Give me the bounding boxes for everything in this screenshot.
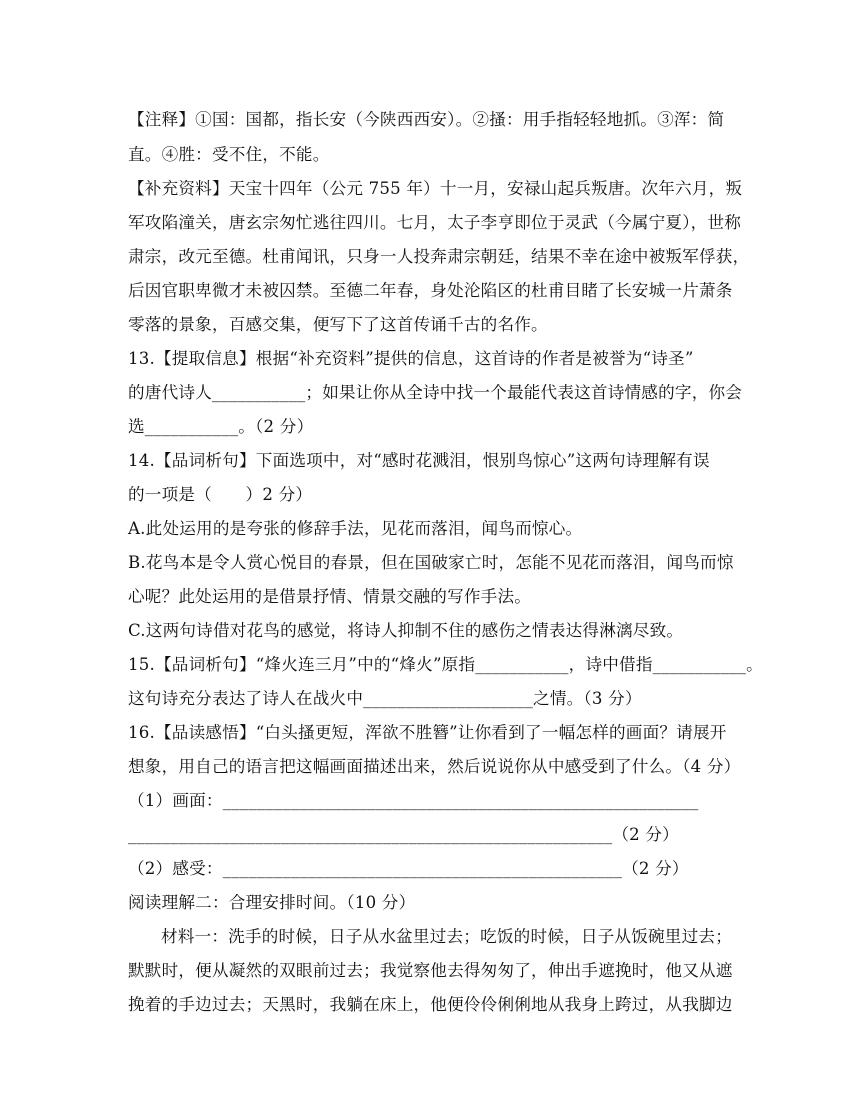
question-13-line-3: 选___________。（2 分）: [128, 417, 314, 436]
supplement-line-1: 【补充资料】天宝十四年（公元 755 年）十一月，安禄山起兵叛唐。次年六月，叛: [128, 179, 743, 198]
option-b-line-1: B.花鸟本是令人赏心悦目的春景，但在国破家亡时，怎能不见花而落泪，闻鸟而惊: [128, 553, 734, 572]
question-16-line-2: 想象，用自己的语言把这幅画面描述出来，然后说说你从中感受到了什么。（4 分）: [128, 757, 741, 776]
question-15-line-1: 15.【品词析句】“烽火连三月”中的“烽火”原指___________，诗中借指___________。: [128, 655, 763, 674]
option-a: A.此处运用的是夸张的修辞手法，见花而落泪，闻鸟而惊心。: [128, 519, 583, 538]
supplement-line-4: 后因官职卑微才未被囚禁。至德二年春，身处沦陷区的杜甫目睹了长安城一片萧条: [128, 281, 733, 300]
material-one-line-2: 默默时，便从凝然的双眼前过去；我觉察他去得匆匆了，伸出手遮挽时，他又从遮: [128, 961, 733, 980]
material-one-line-3: 挽着的手边过去；天黑时，我躺在床上，他便伶伶俐俐地从我身上跨过，从我脚边: [128, 995, 733, 1014]
answer-picture-line: （1）画面：________________________________________________________: [128, 791, 699, 810]
option-c: C.这两句诗借对花鸟的感觉，将诗人抑制不住的感伤之情表达得淋漓尽致。: [128, 621, 684, 640]
reading-two-heading: 阅读理解二：合理安排时间。（10 分）: [128, 893, 416, 912]
supplement-line-2: 军攻陷潼关，唐玄宗匆忙逃往四川。七月，太子李亨即位于灵武（今属宁夏），世称: [128, 213, 742, 232]
question-13-line-1: 13.【提取信息】根据“补充资料”提供的信息，这首诗的作者是被誉为“诗圣”: [128, 349, 694, 368]
question-16-line-1: 16.【品读感悟】“白头搔更短，浑欲不胜簪”让你看到了一幅怎样的画面？请展开: [128, 723, 727, 742]
material-one-line-1: 材料一：洗手的时候，日子从水盆里过去；吃饭的时候，日子从饭碗里过去；: [161, 927, 732, 946]
question-13-line-2: 的唐代诗人___________；如果让你从全诗中找一个最能代表这首诗情感的字，你会: [128, 383, 743, 402]
question-14-line-1: 14.【品词析句】下面选项中，对“感时花溅泪，恨别鸟惊心”这两句诗理解有误: [128, 451, 710, 470]
supplement-line-3: 肃宗，改元至德。杜甫闻讯，只身一人投奔肃宗朝廷，结果不幸在途中被叛军俘获，: [128, 247, 750, 266]
annotation-line-1: 【注释】①国：国都，指长安（今陕西西安）。②搔：用手指轻轻地抓。③浑：简: [128, 110, 725, 129]
answer-picture-continuation: _________________________________________________________（2 分）: [128, 825, 679, 844]
question-14-line-2: 的一项是（ ）2 分）: [128, 485, 313, 504]
annotation-line-2: 直。④胜：受不住，不能。: [128, 145, 330, 164]
answer-feeling-line: （2）感受：_______________________________________________（2 分）: [128, 859, 689, 878]
option-b-line-2: 心呢？此处运用的是借景抒情、情景交融的写作手法。: [128, 587, 532, 606]
supplement-line-5: 零落的景象，百感交集，便写下了这首传诵千古的名作。: [128, 315, 548, 334]
question-15-line-2: 这句诗充分表达了诗人在战火中____________________之情。（3 分）: [128, 689, 642, 708]
